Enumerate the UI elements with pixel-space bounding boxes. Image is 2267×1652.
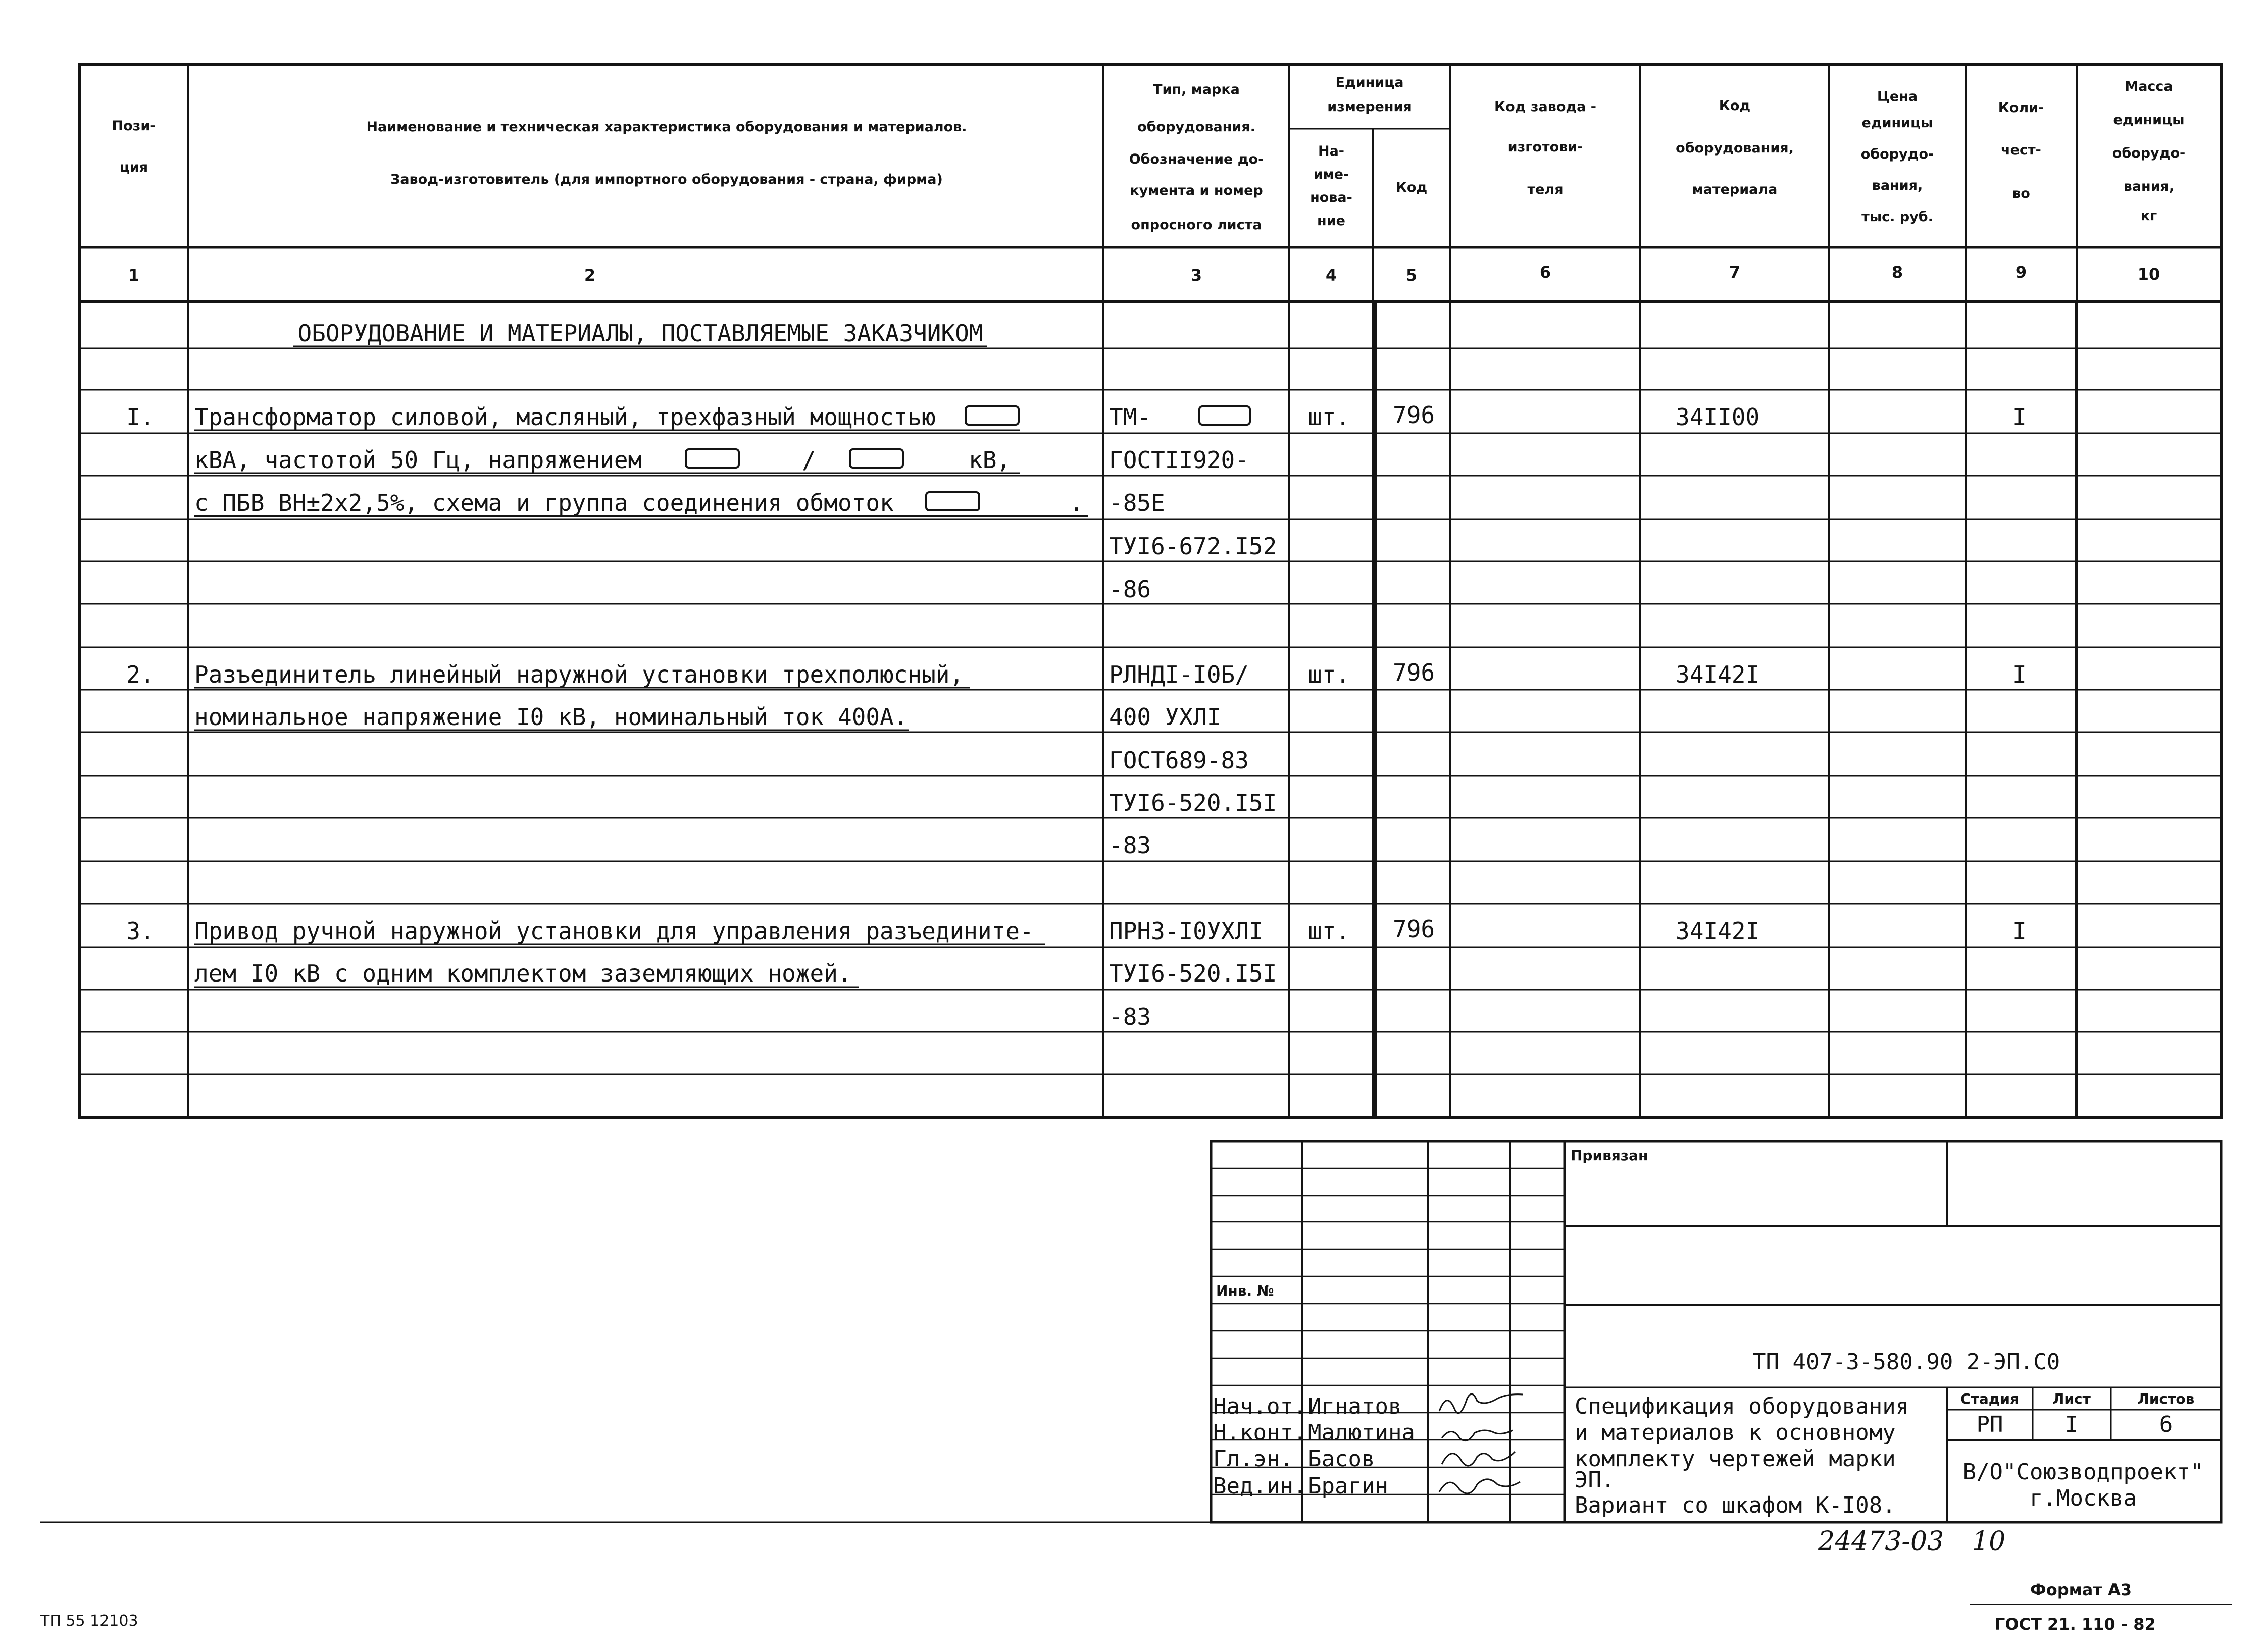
- header-mass-line4: вания,: [2123, 179, 2175, 194]
- description-line: комплекту чертежей марки: [1575, 1446, 1896, 1472]
- description-line: Вариант со шкафом К-I08.: [1575, 1492, 1896, 1518]
- header-qty-line1: Коли-: [1998, 100, 2044, 116]
- item-unit-code: 796: [1393, 659, 1435, 686]
- person-name: Брагин: [1308, 1473, 1388, 1499]
- sheets-value: 6: [2159, 1412, 2173, 1437]
- header-position-line2: ция: [119, 160, 148, 175]
- role-label: Н.конт.: [1213, 1420, 1307, 1446]
- header-qty-line2: чест-: [2001, 142, 2041, 158]
- item-type-line: ТУI6-520.I5I: [1109, 789, 1277, 816]
- blank-field-box: [926, 492, 979, 510]
- item-position: I.: [126, 403, 155, 431]
- header-mass-line3: оборудо-: [2112, 145, 2186, 161]
- blank-field-box: [1199, 406, 1250, 425]
- item-name-fragment: /: [802, 446, 816, 474]
- header-position-line1: Пози-: [112, 118, 156, 134]
- item-type-line: -85Е: [1109, 489, 1165, 517]
- person-name: Малютина: [1308, 1420, 1415, 1446]
- item-unit: шт.: [1308, 661, 1350, 688]
- item-type-line: ГОСТ689-83: [1109, 747, 1249, 774]
- column-number: 8: [1891, 263, 1903, 282]
- header-unit-code: Код: [1395, 180, 1428, 195]
- header-name-line2: Завод-изготовитель (для импортного оборудования - страна, фирма): [390, 172, 943, 187]
- item-unit: шт.: [1308, 403, 1350, 431]
- sheet-label: Лист: [2052, 1390, 2091, 1407]
- item-name-line: Привод ручной наружной установки для управления разъедините-: [194, 917, 1034, 945]
- person-name: Басов: [1308, 1446, 1375, 1472]
- item-name-line: Трансформатор силовой, масляный, трехфазный мощностью: [194, 403, 936, 431]
- header-unit-name-line1: На-: [1318, 143, 1345, 159]
- item-type-line: -83: [1109, 1003, 1151, 1030]
- person-name: Игнатов: [1308, 1393, 1402, 1419]
- header-unit-line2: измерения: [1327, 99, 1412, 115]
- header-price-line1: Цена: [1877, 89, 1918, 105]
- header-price-line3: оборудо-: [1860, 146, 1934, 162]
- section-title: ОБОРУДОВАНИЕ И МАТЕРИАЛЫ, ПОСТАВЛЯЕМЫЕ ЗАКАЗЧИКОМ: [297, 320, 983, 347]
- role-label: Гл.эн.: [1213, 1446, 1293, 1472]
- column-number: 10: [2137, 265, 2160, 284]
- blank-field-box: [850, 449, 903, 468]
- item-position: 3.: [126, 917, 155, 945]
- header-equipment-code-line2: оборудования,: [1676, 140, 1794, 156]
- item-quantity: I: [2012, 917, 2027, 945]
- header-price-line4: вания,: [1872, 178, 1923, 193]
- table-row: [126, 915, 2026, 1030]
- item-position: 2.: [126, 661, 155, 688]
- signature: [1442, 1452, 1515, 1466]
- header-factory-line2: изготови-: [1507, 139, 1583, 155]
- header-mass-line1: Масса: [2125, 79, 2173, 94]
- item-name-line: с ПБВ ВН±2х2,5%, схема и группа соединения обмоток: [194, 489, 894, 517]
- header-unit-line1: Единица: [1335, 75, 1404, 90]
- sheet-value: I: [2064, 1412, 2079, 1437]
- role-label: Вед.ин.: [1213, 1473, 1307, 1499]
- column-number: 1: [128, 266, 140, 285]
- description-line: Спецификация оборудования: [1575, 1393, 1909, 1419]
- header-unit-name-line4: ние: [1317, 213, 1345, 229]
- item-unit-code: 796: [1393, 401, 1435, 429]
- item-type-line: 400 УХЛI: [1109, 703, 1221, 731]
- organization-line: В/О"Союзводпроект": [1962, 1459, 2204, 1485]
- item-name-fragment: кВ,: [969, 446, 1011, 474]
- table-row: [126, 659, 2026, 859]
- header-factory-line3: теля: [1527, 182, 1564, 197]
- stage-label: Стадия: [1960, 1390, 2019, 1407]
- blank-field-box: [686, 449, 739, 468]
- item-material-code: 34I42I: [1676, 661, 1760, 688]
- linked-label: Привязан: [1571, 1147, 1648, 1164]
- header-type-line2: оборудования.: [1137, 119, 1255, 135]
- sheets-label: Листов: [2137, 1390, 2195, 1407]
- item-name-line: кВА, частотой 50 Гц, напряжением: [194, 446, 642, 474]
- inventory-label: Инв. №: [1216, 1282, 1274, 1299]
- column-number: 7: [1729, 263, 1741, 282]
- item-material-code: 34II00: [1676, 403, 1760, 431]
- item-unit: шт.: [1308, 917, 1350, 945]
- left-code: ТП 55 12103: [40, 1612, 138, 1630]
- header-type-line1: Тип, марка: [1153, 82, 1240, 97]
- item-unit-code: 796: [1393, 915, 1435, 943]
- header-price-line5: тыс. руб.: [1861, 209, 1933, 225]
- header-factory-line1: Код завода -: [1494, 99, 1596, 115]
- header-equipment-code-line3: материала: [1692, 182, 1778, 197]
- column-number: 2: [584, 266, 596, 285]
- header-qty-line3: во: [2012, 186, 2030, 201]
- role-label: Нач.от.: [1213, 1393, 1307, 1419]
- column-number: 6: [1539, 263, 1551, 282]
- item-type-line: ТУI6-520.I5I: [1109, 960, 1277, 987]
- handwritten-number: 24473-03: [1818, 1526, 1944, 1557]
- item-type-line: ГОСТII920-: [1109, 446, 1249, 474]
- item-type-line: -83: [1109, 832, 1151, 859]
- item-material-code: 34I42I: [1676, 917, 1760, 945]
- header-name-line1: Наименование и техническая характеристика оборудования и материалов.: [366, 119, 967, 135]
- header-equipment-code-line1: Код: [1719, 98, 1751, 114]
- column-number: 3: [1190, 266, 1202, 285]
- item-name-line: лем I0 кВ с одним комплектом заземляющих ножей.: [194, 960, 852, 987]
- item-name-line: номинальное напряжение I0 кВ, номинальный ток 400А.: [194, 703, 908, 731]
- item-quantity: I: [2012, 661, 2027, 688]
- document-code: ТП 407-3-580.90 2-ЭП.С0: [1752, 1349, 2060, 1375]
- item-name-line: Разъединитель линейный наружной установки трехполюсный,: [194, 661, 964, 688]
- header-type-line5: опросного листа: [1131, 217, 1262, 233]
- column-number: 9: [2015, 263, 2027, 282]
- item-type-line: ТМ-: [1109, 403, 1151, 431]
- title-block: [1213, 1147, 2203, 1518]
- column-number: 4: [1325, 266, 1337, 285]
- organization-line: г.Москва: [2030, 1485, 2137, 1511]
- header-unit-name-line2: име-: [1313, 167, 1349, 182]
- column-number: 5: [1405, 266, 1418, 285]
- description-line: и материалов к основному: [1575, 1420, 1896, 1446]
- header-mass-line5: кг: [2140, 208, 2157, 224]
- format-label: Формат А3: [2030, 1580, 2132, 1599]
- table-row: [126, 401, 2026, 603]
- item-quantity: I: [2012, 403, 2027, 431]
- header-mass-line2: единицы: [2113, 112, 2185, 128]
- blank-field-box: [966, 406, 1019, 425]
- item-type-line: ТУI6-672.I52: [1109, 533, 1277, 560]
- item-type-line: -86: [1109, 576, 1151, 603]
- header-type-line4: кумента и номер: [1130, 183, 1263, 198]
- handwritten-page: 10: [1972, 1526, 2006, 1557]
- item-type-line: ПРНЗ-I0УХЛI: [1109, 917, 1263, 945]
- item-type-line: РЛНДI-I0Б/: [1109, 661, 1249, 688]
- stage-value: РП: [1976, 1412, 2003, 1437]
- description-line: ЭП.: [1575, 1467, 1615, 1493]
- signature: [1442, 1430, 1513, 1441]
- item-name-fragment: .: [1070, 489, 1084, 517]
- table-header: [112, 75, 2186, 233]
- gost-reference: ГОСТ 21. 110 - 82: [1995, 1615, 2156, 1634]
- header-unit-name-line3: нова-: [1310, 190, 1352, 205]
- header-type-line3: Обозначение до-: [1129, 151, 1264, 167]
- header-price-line2: единицы: [1861, 115, 1933, 131]
- signature: [1439, 1479, 1520, 1493]
- column-numbers: [128, 263, 2160, 285]
